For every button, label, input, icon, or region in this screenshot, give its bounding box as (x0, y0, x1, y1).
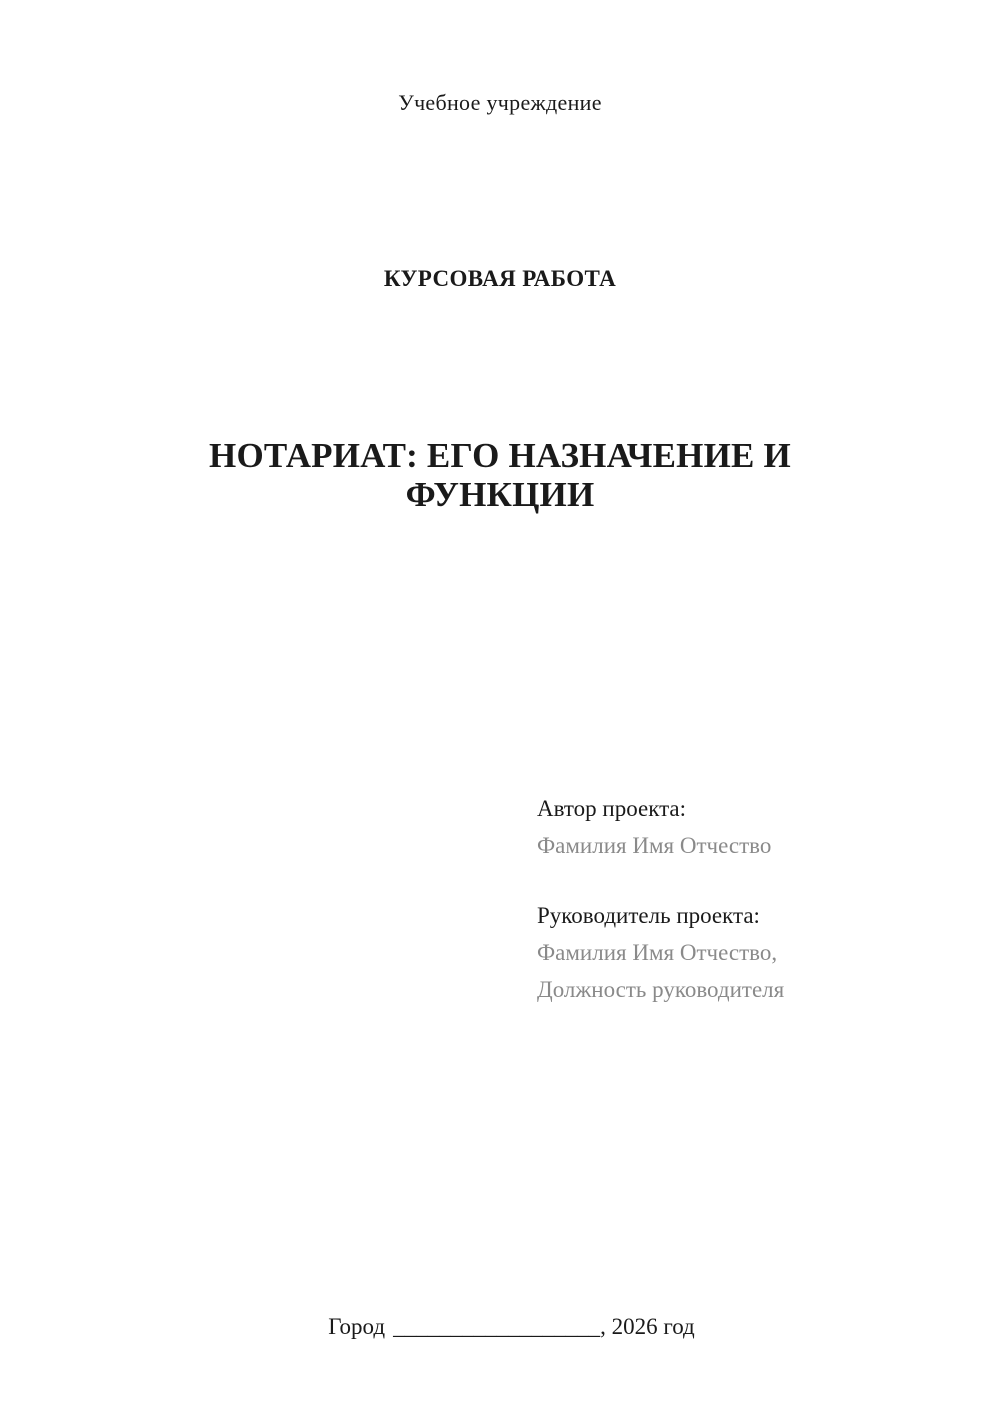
city-label: Город (328, 1314, 386, 1339)
author-block (537, 790, 957, 864)
author-label: Автор проекта: (537, 796, 686, 821)
city-year-line (0, 1288, 1000, 1366)
work-type-heading: КУРСОВАЯ РАБОТА (383, 266, 617, 291)
city-blank-line: __________________ (393, 1314, 601, 1339)
credits-block (537, 790, 957, 1008)
author-name-placeholder: Фамилия Имя Отчество (537, 833, 772, 858)
supervisor-position-placeholder: Должность руководителя (537, 977, 785, 1002)
supervisor-label: Руководитель проекта: (537, 903, 760, 928)
supervisor-name-placeholder: Фамилия Имя Отчество, (537, 940, 778, 965)
year-text: , 2026 год (600, 1314, 695, 1339)
supervisor-block (537, 897, 957, 1008)
page-title: НОТАРИАТ: ЕГО НАЗНАЧЕНИЕ И ФУНКЦИИ (209, 436, 791, 514)
institution-name: Учебное учреждение (398, 90, 602, 115)
